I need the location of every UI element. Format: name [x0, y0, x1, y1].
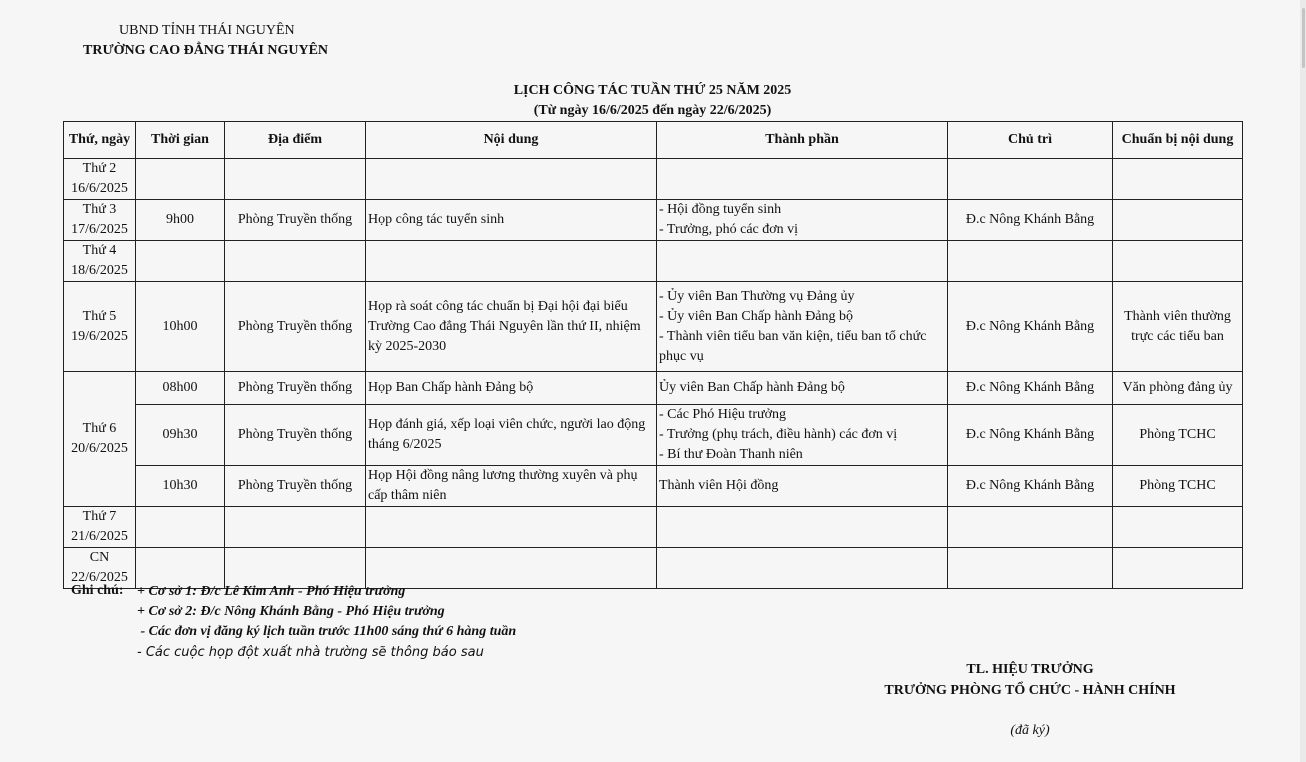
note-line: + Cơ sở 1: Đ/c Lê Kim Anh - Phó Hiệu trưởng: [137, 584, 406, 599]
event-participants: [657, 200, 948, 241]
event-content: Họp Hội đồng nâng lương thường xuyên và phụ cấp thâm niên: [366, 466, 657, 507]
event-chair: Đ.c Nông Khánh Bằng: [948, 372, 1113, 405]
signature-position: TRƯỞNG PHÒNG TỔ CHỨC - HÀNH CHÍNH: [884, 683, 1176, 698]
day-cell: [64, 200, 136, 241]
event-prep: [1113, 200, 1243, 241]
event-chair: Đ.c Nông Khánh Bằng: [948, 282, 1113, 372]
scrollbar-thumb[interactable]: [1302, 8, 1305, 68]
day-label: Thứ 6: [82, 421, 117, 436]
event-time: 9h00: [136, 200, 225, 241]
day-label: Thứ 3: [82, 202, 117, 217]
day-cell: [64, 282, 136, 372]
event-location: Phòng Truyền thống: [225, 372, 366, 405]
table-row: [64, 466, 1243, 507]
day-label: Thứ 2: [82, 161, 117, 176]
event-prep: Văn phòng đảng ủy: [1113, 372, 1243, 405]
day-cell: [64, 159, 136, 200]
note-line: + Cơ sở 2: Đ/c Nông Khánh Bằng - Phó Hiệu trưởng: [137, 604, 445, 619]
day-date: 19/6/2025: [71, 328, 128, 344]
col-header-prep: Chuẩn bị nội dung: [1113, 122, 1243, 159]
day-date: 17/6/2025: [71, 222, 128, 237]
table-row: [64, 200, 1243, 241]
org-name: TRƯỜNG CAO ĐẲNG THÁI NGUYÊN: [83, 43, 329, 58]
note-line: - Các cuộc họp đột xuất nhà trường sẽ thông báo sau: [137, 645, 484, 660]
day-date: 16/6/2025: [71, 181, 128, 196]
event-content: Họp Ban Chấp hành Đảng bộ: [366, 372, 657, 405]
event-content: Họp đánh giá, xếp loại viên chức, người lao động tháng 6/2025: [366, 405, 657, 466]
day-date: 21/6/2025: [71, 529, 128, 544]
page-subtitle: (Từ ngày 16/6/2025 đến ngày 22/6/2025): [533, 103, 772, 118]
page-title: LỊCH CÔNG TÁC TUẦN THỨ 25 NĂM 2025: [513, 83, 792, 98]
participant-line: - Ủy viên Ban Chấp hành Đảng bộ: [659, 308, 854, 324]
table-row: [64, 372, 1243, 405]
event-prep: Phòng TCHC: [1113, 466, 1243, 507]
day-cell: [64, 507, 136, 548]
participant-line: - Bí thư Đoàn Thanh niên: [659, 447, 803, 462]
event-location: Phòng Truyền thống: [225, 405, 366, 466]
table-row: [64, 507, 1243, 548]
day-label: CN: [89, 550, 110, 565]
event-prep: Phòng TCHC: [1113, 405, 1243, 466]
table-row: [64, 548, 1243, 589]
col-header-time: Thời gian: [136, 122, 225, 159]
event-participants: [657, 466, 948, 507]
event-participants: [657, 372, 948, 405]
day-date: 18/6/2025: [71, 263, 128, 278]
participant-line: - Trưởng (phụ trách, điều hành) các đơn vị: [659, 427, 898, 442]
table-row: [64, 241, 1243, 282]
day-label: Thứ 5: [82, 308, 117, 324]
event-chair: Đ.c Nông Khánh Bằng: [948, 200, 1113, 241]
event-chair: Đ.c Nông Khánh Bằng: [948, 405, 1113, 466]
participant-line: - Ủy viên Ban Thường vụ Đảng ủy: [659, 288, 855, 304]
table-row: [64, 405, 1243, 466]
col-header-content: Nội dung: [366, 122, 657, 159]
event-content: Họp công tác tuyển sinh: [366, 200, 657, 241]
signature-title: TL. HIỆU TRƯỞNG: [966, 662, 1094, 677]
table-header-row: [64, 122, 1243, 159]
event-location: Phòng Truyền thống: [225, 466, 366, 507]
col-header-day: Thứ, ngày: [64, 122, 136, 159]
participant-line: Thành viên Hội đồng: [659, 478, 779, 493]
event-content: Họp rà soát công tác chuẩn bị Đại hội đại biểu Trường Cao đẳng Thái Nguyên lần thứ II, nhiệm kỳ 2025-2030: [366, 282, 657, 372]
day-label: Thứ 4: [82, 243, 117, 258]
table-row: [64, 282, 1243, 372]
schedule-table: [63, 121, 1243, 589]
day-label: Thứ 7: [82, 509, 117, 524]
day-cell: [64, 241, 136, 282]
event-location: Phòng Truyền thống: [225, 282, 366, 372]
signed-mark: (đã ký): [1010, 723, 1050, 738]
col-header-participants: Thành phần: [657, 122, 948, 159]
event-time: 09h30: [136, 405, 225, 466]
org-parent: UBND TỈNH THÁI NGUYÊN: [119, 23, 295, 38]
event-participants: [657, 282, 948, 372]
notes-label: Ghi chú:: [71, 583, 124, 598]
day-date: 22/6/2025: [71, 570, 128, 585]
participant-line: - Trưởng, phó các đơn vị: [659, 222, 799, 237]
event-prep: Thành viên thường trực các tiểu ban: [1113, 282, 1243, 372]
note-line: - Các đơn vị đăng ký lịch tuần trước 11h00 sáng thứ 6 hàng tuần: [137, 624, 517, 639]
col-header-chair: Chủ trì: [948, 122, 1113, 159]
event-chair: Đ.c Nông Khánh Bằng: [948, 466, 1113, 507]
participant-line: Ủy viên Ban Chấp hành Đảng bộ: [659, 380, 845, 395]
day-cell: [64, 372, 136, 507]
event-participants: [657, 405, 948, 466]
event-time: 10h30: [136, 466, 225, 507]
event-location: Phòng Truyền thống: [225, 200, 366, 241]
vertical-scrollbar[interactable]: [1300, 0, 1306, 762]
day-date: 20/6/2025: [71, 441, 128, 456]
participant-line: - Các Phó Hiệu trưởng: [659, 407, 786, 422]
table-row: [64, 159, 1243, 200]
participant-line: - Hội đồng tuyển sinh: [659, 202, 782, 217]
participant-line: - Thành viên tiểu ban văn kiện, tiểu ban tổ chức phục vụ: [659, 328, 927, 364]
event-time: 10h00: [136, 282, 225, 372]
col-header-location: Địa điểm: [225, 122, 366, 159]
event-time: 08h00: [136, 372, 225, 405]
